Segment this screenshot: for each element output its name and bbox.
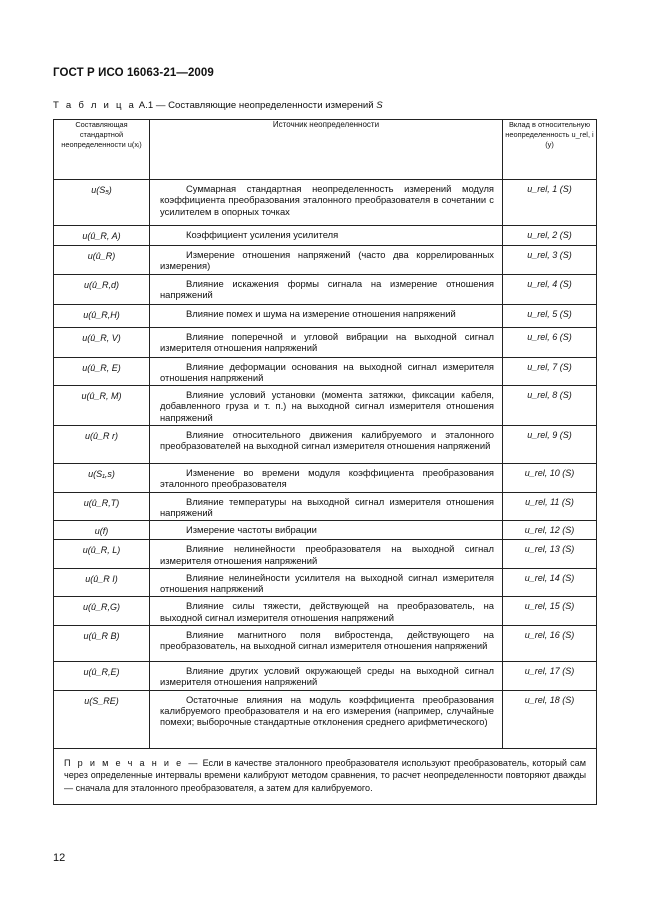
uncertainty-source-text: Остаточные влияния на модуль коэффициента преобразования калибруемого преобразователя и на его измерения (например, случайные помехи; выборочные стандартные отклонения среднего арифметического) <box>160 693 494 728</box>
relative-contribution <box>503 386 597 426</box>
uncertainty-source <box>150 180 503 226</box>
uncertainty-component <box>54 662 150 691</box>
uncertainty-source-text: Влияние условий установки (момента затяжки, фиксации кабеля, добавленного груза и т. п.) на выходной сигнал измерителя отношения напряжений <box>160 389 494 423</box>
uncertainty-source-text: Влияние деформации основания на выходной сигнал измерителя отношения напряжений <box>160 360 494 383</box>
relative-contribution <box>503 690 597 748</box>
uncertainty-source-text: Измерение частоты вибрации <box>186 524 317 536</box>
relative-contribution-text: u_rel, 18 (S) <box>524 694 575 705</box>
uncertainty-component <box>54 180 150 226</box>
table-row <box>54 426 597 464</box>
table-row <box>54 274 597 304</box>
relative-contribution-text: u_rel, 2 (S) <box>527 230 572 240</box>
relative-contribution-text: u_rel, 5 (S) <box>527 308 572 319</box>
uncertainty-source-text: Суммарная стандартная неопределенность измерений модуля коэффициента преобразования эталонного преобразователя в сочетании с усилителем в опорных точках <box>160 183 494 217</box>
note-cell <box>54 748 597 805</box>
uncertainty-source <box>150 597 503 626</box>
uncertainty-component <box>54 226 150 246</box>
relative-contribution-text: u_rel, 13 (S) <box>524 544 575 555</box>
table-caption <box>53 100 383 111</box>
relative-contribution-text: u_rel, 16 (S) <box>524 630 575 641</box>
uncertainty-component-text: u(û_R,H) <box>83 309 120 320</box>
uncertainty-component-text: u(û_R,T) <box>83 497 120 508</box>
uncertainty-component <box>54 246 150 275</box>
relative-contribution-text: u_rel, 4 (S) <box>527 278 572 289</box>
note-text: Если в качестве эталонного преобразователя используют преобразователь, который сам через определенные интервалы времени калибруют методом сравнения, то расчет неопределенности повторяют дважды — сначала для эталонного преобразователя, а затем для калибруемого. <box>64 757 586 793</box>
uncertainty-source <box>150 521 503 540</box>
uncertainty-component <box>54 274 150 304</box>
caption-label: Т а б л и ц а <box>53 100 137 111</box>
table-row <box>54 386 597 426</box>
uncertainty-component-text: u(û_R I) <box>85 573 118 584</box>
uncertainty-component <box>54 386 150 426</box>
relative-contribution <box>503 274 597 304</box>
note-label: П р и м е ч а н и е — <box>64 757 200 768</box>
uncertainty-source <box>150 662 503 691</box>
uncertainty-source-text: Изменение во времени модуля коэффициента преобразования эталонного преобразователя <box>160 467 494 490</box>
uncertainty-source-text: Влияние относительного движения калибруемого и эталонного преобразователей на выходной сигнал измерителя отношения напряжений <box>160 429 494 452</box>
uncertainty-source <box>150 426 503 464</box>
uncertainty-component <box>54 357 150 386</box>
table-row <box>54 246 597 275</box>
relative-contribution <box>503 180 597 226</box>
uncertainty-source <box>150 568 503 597</box>
relative-contribution-text: u_rel, 11 (S) <box>525 496 574 507</box>
relative-contribution-text: u_rel, 7 (S) <box>527 361 572 372</box>
relative-contribution <box>503 327 597 357</box>
uncertainty-source <box>150 626 503 662</box>
relative-contribution <box>503 540 597 569</box>
table-row <box>54 690 597 748</box>
relative-contribution-text: u_rel, 12 (S) <box>524 525 575 536</box>
relative-contribution <box>503 568 597 597</box>
uncertainty-component <box>54 521 150 540</box>
uncertainty-component <box>54 540 150 569</box>
uncertainty-source-text: Влияние искажения формы сигнала на измерение отношения напряжений <box>160 277 494 300</box>
uncertainty-source <box>150 304 503 327</box>
relative-contribution <box>503 521 597 540</box>
uncertainty-component-text: u(û_R, V) <box>82 332 121 343</box>
uncertainty-component-text: u(û_R,G) <box>82 602 120 613</box>
uncertainty-component-text: u(û_R,E) <box>83 667 120 678</box>
table-row <box>54 180 597 226</box>
uncertainty-component-text: u(S₁,s) <box>88 469 115 480</box>
uncertainty-source <box>150 690 503 748</box>
uncertainty-component-text: u(û_R, E) <box>82 362 121 373</box>
uncertainty-component <box>54 304 150 327</box>
relative-contribution <box>503 626 597 662</box>
uncertainty-component <box>54 568 150 597</box>
uncertainty-source <box>150 540 503 569</box>
uncertainty-component <box>54 327 150 357</box>
uncertainty-component-text: u(û_R r) <box>84 431 118 442</box>
uncertainty-component <box>54 626 150 662</box>
table-row <box>54 568 597 597</box>
relative-contribution-text: u_rel, 9 (S) <box>527 430 572 441</box>
uncertainty-source-text: Влияние помех и шума на измерение отношения напряжений <box>186 307 456 319</box>
uncertainty-component-text: u(S₅) <box>91 185 112 195</box>
uncertainty-component-text: u(û_R, M) <box>81 391 122 402</box>
uncertainty-source-text: Влияние поперечной и угловой вибрации на выходной сигнал измерителя отношения напряжений <box>160 330 494 353</box>
col-header-component: Составляющая стандартной неопределенности u(xᵢ) <box>54 120 150 180</box>
relative-contribution <box>503 426 597 464</box>
uncertainty-source-text: Коэффициент усиления усилителя <box>186 229 339 240</box>
uncertainty-component-text: u(û_R,d) <box>83 279 119 290</box>
table-row <box>54 597 597 626</box>
page-number: 12 <box>53 852 66 864</box>
table-row <box>54 357 597 386</box>
uncertainty-source-text: Влияние нелинейности усилителя на выходной сигнал измерителя отношения напряжений <box>160 571 494 595</box>
uncertainty-component-text: u(û_R, A) <box>82 231 121 241</box>
relative-contribution-text: u_rel, 3 (S) <box>527 250 572 260</box>
uncertainty-source <box>150 464 503 493</box>
uncertainty-source-text: Влияние температуры на выходной сигнал измерителя отношения напряжений <box>160 495 494 518</box>
uncertainty-component <box>54 597 150 626</box>
header-row <box>54 120 597 180</box>
caption-variable: S <box>376 100 383 111</box>
relative-contribution <box>503 662 597 691</box>
relative-contribution-text: u_rel, 14 (S) <box>524 572 575 583</box>
relative-contribution <box>503 464 597 493</box>
relative-contribution <box>503 597 597 626</box>
uncertainty-source-text: Влияние других условий окружающей среды на выходной сигнал измерителя отношения напряжений <box>160 665 494 688</box>
uncertainty-component-text: u(û_R, L) <box>82 545 121 556</box>
table-row <box>54 626 597 662</box>
uncertainty-component <box>54 690 150 748</box>
col-header-contribution: Вклад в относительную неопределенность u_rel, i (y) <box>503 120 597 180</box>
relative-contribution <box>503 304 597 327</box>
uncertainty-component <box>54 426 150 464</box>
uncertainty-component <box>54 492 150 521</box>
table-row <box>54 226 597 246</box>
relative-contribution <box>503 357 597 386</box>
uncertainty-source <box>150 357 503 386</box>
uncertainty-source <box>150 226 503 246</box>
uncertainty-component-text: u(û_R) <box>87 251 116 261</box>
uncertainty-source-text: Измерение отношения напряжений (часто два коррелированных измерения) <box>160 249 494 272</box>
relative-contribution <box>503 492 597 521</box>
col-header-source: Источник неопределенности <box>150 120 503 180</box>
table-row <box>54 662 597 691</box>
uncertainty-table <box>53 119 597 805</box>
uncertainty-source <box>150 386 503 426</box>
table-row <box>54 492 597 521</box>
table-row <box>54 327 597 357</box>
uncertainty-source <box>150 327 503 357</box>
uncertainty-component-text: u(S_RE) <box>84 695 119 706</box>
table-row <box>54 540 597 569</box>
uncertainty-component-text: u(f) <box>94 526 109 537</box>
uncertainty-component-text: u(û_R B) <box>83 631 120 642</box>
relative-contribution-text: u_rel, 6 (S) <box>527 331 572 342</box>
relative-contribution <box>503 246 597 275</box>
table-row <box>54 521 597 540</box>
uncertainty-source <box>150 274 503 304</box>
uncertainty-source-text: Влияние магнитного поля вибростенда, действующего на преобразователь, на выходной сигнал измерителя отношения напряжений <box>160 629 494 652</box>
note-row <box>54 748 597 805</box>
relative-contribution-text: u_rel, 1 (S) <box>527 184 572 194</box>
uncertainty-source-text: Влияние нелинейности преобразователя на выходной сигнал измерителя отношения напряжений <box>160 543 494 566</box>
uncertainty-source <box>150 492 503 521</box>
table-row <box>54 464 597 493</box>
caption-text: Составляющие неопределенности измерений <box>168 100 374 111</box>
uncertainty-source <box>150 246 503 275</box>
table-row <box>54 304 597 327</box>
relative-contribution <box>503 226 597 246</box>
relative-contribution-text: u_rel, 17 (S) <box>524 666 575 677</box>
relative-contribution-text: u_rel, 10 (S) <box>524 468 575 479</box>
uncertainty-component <box>54 464 150 493</box>
document-title: ГОСТ Р ИСО 16063-21—2009 <box>53 67 214 79</box>
uncertainty-source-text: Влияние силы тяжести, действующей на преобразователь, на выходной сигнал измерителя отношения напряжений <box>160 600 494 623</box>
relative-contribution-text: u_rel, 15 (S) <box>524 601 575 612</box>
caption-number: А.1 — <box>138 100 166 111</box>
relative-contribution-text: u_rel, 8 (S) <box>527 390 572 401</box>
